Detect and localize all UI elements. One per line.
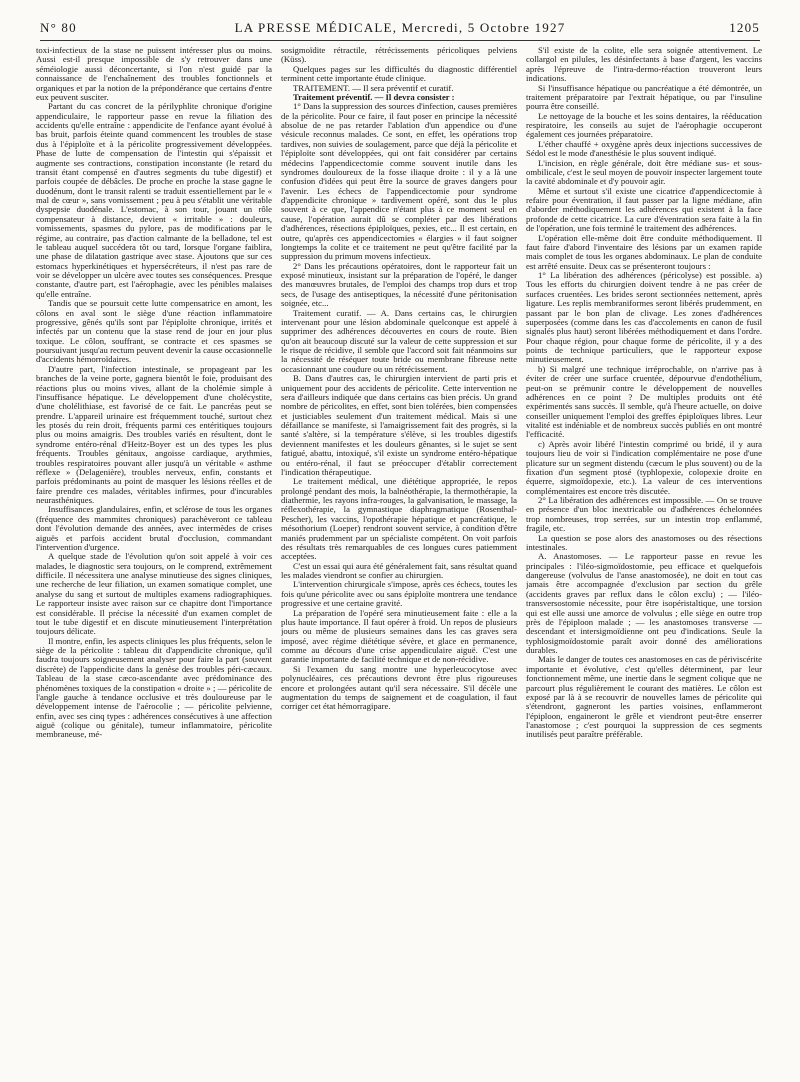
paragraph: Il montre, enfin, les aspects cliniques les plus fréquents, selon le siège de la péricolite : tableau dit d'appendicite chronique, qu'il faudra toujours soigneusement analyser pour faire la part (souvent discrète) de l'appendicite dans la genèse des troubles péri-cæcaux. Tableau de la stase cæco-ascendante avec prédominance des phénomènes toxiques de la constipation « droite » ; — péricolite de l'angle gauche à tendance occlusive et très douloureuse par le développement intense de l'aérocolie ; — péricolite pelvienne, enfin, avec ses cinq types : adhérences consécutives à une affection aiguë (colique ou génitale), tumeur inflammatoire, péricolite membraneuse, mé- — [36, 635, 272, 740]
paragraph: Mais le danger de toutes ces anastomoses en cas de périviscérite importante et évolutive, c'est qu'elles déterminent, par leur fonctionnement même, une inertie dans le segment colique que ne parcourt plus régulièrement le courant des matières. Le côlon est exposé par là à se recouvrir de nouvelles lames de péricolite qui s'étendront, gagneront les parties voisines, enflammeront l'épiploon, engaineront le grêle et viendront peut-être enserrer l'anastomose ; c'est pourquoi la suppression de ces segments inutilisés peut paraître préférable. — [526, 654, 762, 740]
paragraph: L'intervention chirurgicale s'impose, après ces échecs, toutes les fois qu'une péricolite avec ou sans épiploïte montrera une tendance progressive et une certaine gravité. — [281, 579, 517, 609]
subsection-heading: Traitement préventif. — Il devra consister : — [293, 91, 455, 102]
paragraph: L'incision, en règle générale, doit être médiane sus- et sous-ombilicale, c'est le seul moyen de pouvoir inspecter largement toute la cavité abdominale et d'y pouvoir agir. — [526, 157, 762, 187]
paragraph: Partant du cas concret de la périlyphlite chronique d'origine appendiculaire, le rapporteur passe en revue la filiation des accidents qu'elle entraîne : appendicite de l'enfance ayant évolué à bas bruit, parfois éteinte quand commencent les troubles de stase dus à l'épiploïte et à la péricolite progressivement développées. Phase de lutte de compensation de l'intestin qui s'épaissit et augmente ses contractions, constipation inconstante (le retard du transit étant compensé en d'autres segments du tube digestif) et parfois coupée de débâcles. De proche en proche la stase gagne le duodénum, dont le transit ralenti se traduit essentiellement par le « mal de cœur », sans vomissement ; peu à peu s'établit une véritable dyspepsie duodénale. L'estomac, à son tour, jouant un rôle compensateur à distance, devient « irritable » : douleurs, vomissements, spasmes du pylore, pas de modifications par le régime, au contraire, pas d'action calmante de la belladone, tel est le tableau auquel succédera tôt ou tard, lorsque l'organe faiblira, une phase de dilatation gastrique avec stase. Ajoutons que sur ces estomacs hyperkinétiques et hypersécréteurs, il n'est pas rare de voir se développer un ulcère avec toutes ses conséquences. Presque constante, d'autre part, est l'aérophagie, avec les pénibles malaises qu'elle entraîne. — [36, 101, 272, 299]
paragraph: Insuffisances glandulaires, enfin, et sclérose de tous les organes (fréquence des mammites chroniques) parachèveront ce tableau dont l'évolution demande des années, avec intermèdes de crises aiguës et parfois accident brutal d'occlusion, commandant l'intervention d'urgence. — [36, 504, 272, 552]
page-number: 1205 — [729, 20, 760, 35]
paragraph: B. Dans d'autres cas, le chirurgien intervient de parti pris et uniquement pour des accidents de péricolite. Cette intervention ne sera d'ailleurs indiquée que dans certains cas bien précis. Un grand nombre de péricolites, en effet, sont bien tolérées, bien compensées et justiciables seulement d'un traitement médical. Mais si une défaillance se manifeste, si l'amaigrissement fait des progrès, si la santé s'altère, si la température s'élève, si les troubles digestifs deviennent manifestes et les douleurs gênantes, si le sujet se sent fatigué, abattu, intoxiqué, s'il existe un syndrome entéro-hépatique ou entéro-rénal, il faut se préoccuper d'établir correctement l'indication thérapeutique. — [281, 373, 517, 477]
paragraph: Tandis que se poursuit cette lutte compensatrice en amont, les côlons en aval sont le siège d'une réaction inflammatoire progressive, gênés qu'ils sont par l'épiploïte chronique, irrités et infectés par un contenu que la stase rend de jour en jour plus toxique. Le côlon, souffrant, se contracte et ces spasmes se poursuivant jusqu'au rectum peuvent devenir la cause occasionnelle d'accidents hémorroïdaires. — [36, 298, 272, 365]
paragraph: La préparation de l'opéré sera minutieusement faite : elle a la plus haute importance. Il faut opérer à froid. Un repos de plusieurs jours ou même de plusieurs semaines dans les cas graves sera imposé, avec régime diététique sévère, et glace en permanence, comme au décours d'une crise appendiculaire aiguë. C'est une garantie importante de facilité technique et de non-récidive. — [281, 607, 517, 665]
paragraph: L'opération elle-même doit être conduite méthodiquement. Il faut faire d'abord l'inventaire des lésions par un examen rapide mais complet de tous les organes abdominaux. Le plan de conduite est arrêté ensuite. Deux cas se présenteront toujours : — [526, 232, 762, 271]
paragraph: toxi-infectieux de la stase ne puissent intéresser plus ou moins. Aussi est-il presque impossible de s'y retrouver dans une séméiologie aussi déconcertante, si l'on n'est guidé par la connaissance de l'enchaînement des troubles fonctionnels et organiques et par la notion de la prépondérance que certains d'entre eux peuvent susciter. — [36, 46, 272, 102]
paragraph: Quelques pages sur les difficultés du diagnostic différentiel terminent cette importante étude clinique. — [281, 63, 517, 84]
paragraph: D'autre part, l'infection intestinale, se propageant par les branches de la veine porte, gagnera bientôt le foie, produisant des réactions plus ou moins vives, allant de la cholémie simple à l'insuffisance hépatique. Le développement d'une cholécystite, d'une cholélithiase, est favorisé de ce fait. Le pancréas peut se prendre. L'appareil urinaire est fréquemment touché, surtout chez les ptosés du rein droit, fréquents parmi ces entéritiques toujours plus ou moins amaigris. Des troubles variés en résultent, dont le syndrome entéro-rénal d'Heitz-Boyer est un des types les plus fréquents. Troubles génitaux, angoisse cardiaque, arythmies, troubles respiratoires pouvant aller jusqu'à un véritable « asthme réflexe » (Delagenière), troubles nerveux, enfin, constants et parfois prédominants au point de masquer les lésions réelles et de faire prendre ces malades, véritables infirmes, pour d'incurables neurasthéniques. — [36, 363, 272, 505]
text-column-2 — [281, 46, 517, 1066]
paragraph: c) Après avoir libéré l'intestin comprimé ou bridé, il y aura toujours lieu de voir si l'indication complémentaire ne pose d'une plicature sur un segment distendu (cæcum le plus souvent) ou de la fixation d'un segment ptosé (typhlopexie, colopexie droite en équerre, sigmoïdopexie, etc.). La valeur de ces interventions complémentaires est encore très discutée. — [526, 438, 762, 496]
paragraph: L'éther chauffé + oxygène après deux injections successives de Sédol est le mode d'anesthésie le plus souvent indiqué. — [526, 138, 762, 159]
issue-number: N° 80 — [40, 20, 77, 35]
paragraph: A. Anastomoses. — Le rapporteur passe en revue les principales : l'iléo-sigmoïdostomie, peu efficace et quelquefois dangereuse (volvulus de l'anse anastomosée), ne doit en tout cas jamais être accompagnée d'exclusion par section du grêle (accidents graves par reflux dans le côlon exclu) ; — l'iléo-transversostomie nécessite, pour être isopéristaltique, une torsion qui est elle aussi une amorce de volvulus ; elle siège en outre trop près de l'épiploon malade ; — les anastomoses transverse — descendant et intersigmoïdienne ont peu d'indications. Seule la typhlosigmoïdostomie paraît avoir donné des améliorations durables. — [526, 551, 762, 655]
paragraph: C'est un essai qui aura été généralement fait, sans résultat quand les malades viendront se confier au chirurgien. — [281, 560, 517, 580]
paragraph: S'il existe de la colite, elle sera soignée attentivement. Le collargol en pilules, les désinfectants à base d'argent, les vaccins après l'épreuve de l'intra-dermo-réaction trouveront leurs indications. — [526, 46, 762, 84]
section-heading: TRAITEMENT. — Il sera préventif et curatif. — [293, 82, 454, 93]
paragraph: La question se pose alors des anastomoses ou des résections intestinales. — [526, 532, 762, 552]
paragraph: sosigmoïdite rétractile, rétrécissements péricoliques pelviens (Küss). — [281, 46, 517, 65]
paragraph: 2° La libération des adhérences est impossible. — On se trouve en présence d'un bloc inextricable ou d'adhérences échelonnées trop nombreuses, trop serrées, sur un intestin trop enflammé, fragile, etc. — [526, 495, 762, 534]
paragraph: 1° Dans la suppression des sources d'infection, causes premières de la péricolite. Pour ce faire, il faut poser en principe la nécessité absolue de ne pas retarder l'ablation d'un appendice ou d'une vésicule reconnus malades. Ce sont, en effet, les opérations trop tardives, non suivies de soulagement, parce que déjà la péricolite et l'épiploïte sont développées, qui ont fait considérer par certains médecins l'appendicectomie comme souvent inutile dans les syndromes douloureux de la fosse iliaque droite : il y a là une confusion d'idées qui peut être la source de graves dangers pour l'avenir. Les échecs de l'appendicectomie pour syndrome d'appendicite chronique » tardivement opéré, sont dus le plus souvent à ce que, l'appendice n'étant plus à ce moment seul en cause, l'opération aurait dû se compléter par des libérations d'adhérences, résections épiploïques, pexies, etc... Il est certain, en outre, qu'après ces appendicectomies « élargies » il faut soigner longtemps la colite et ce traitement ne peut qu'être facilité par la suppression du primum movens infectieux. — [281, 101, 517, 262]
page-header — [40, 20, 760, 36]
paragraph: Traitement curatif. — A. Dans certains cas, le chirurgien intervenant pour une lésion abdominale quelconque est appelé à supprimer des adhérences découvertes en cours de route. Bien qu'on ait beaucoup discuté sur la valeur de cette suppression et sur le risque de récidive, il semble que l'accord soit fait néanmoins sur la nécessité de réséquer toute bride ou membrane fibreuse nette occasionnant une coudure ou un rétrécissement. — [281, 307, 517, 374]
journal-title: LA PRESSE MÉDICALE, Mercredi, 5 Octobre 1927 — [234, 20, 566, 35]
text-column-3 — [526, 46, 762, 1066]
paragraph: Même et surtout s'il existe une cicatrice d'appendicectomie à refaire pour éventration, il faut passer par la ligne médiane, afin d'aborder méthodiquement les adhérences qui existent à la face profonde de cette cicatrice. La cure d'éventration sera faite à la fin de l'opération, une fois terminé le traitement des adhérences. — [526, 185, 762, 234]
paragraph: 1° La libération des adhérences (péricolyse) est possible. a) Tous les efforts du chirurgien doivent tendre à ne pas créer de surfaces cruentées. Les brides seront sectionnées nettement, après ligature. Les replis membraniformes seront libérés prudemment, en passant par le bon plan de clivage. Les zones d'adhérences superposées (comme dans les cas d'accolements en canon de fusil signalés plus haut) seront libérées méthodiquement et dans l'ordre. Pour chaque région, pour chaque forme de péricolite, il y a des points de technique particuliers, que le rapporteur expose minutieusement. — [526, 270, 762, 365]
paragraph: b) Si malgré une technique irréprochable, on n'arrive pas à éviter de créer une surface cruentée, dépourvue d'endothélium, peut-on se prémunir contre le développement de nouvelles adhérences en ce point ? De multiples produits ont été expérimentés sans succès. Il semble, qu'à l'heure actuelle, on doive conseiller uniquement l'emploi des greffes épiploïques libres. Leur vitalité est indéniable et de nombreux succès publiés en ont montré l'efficacité. — [526, 363, 762, 440]
paragraph: Le nettoyage de la bouche et les soins dentaires, la rééducation respiratoire, les conseils au sujet de l'aérophagie occuperont également ces journées préparatoire. — [526, 110, 762, 140]
paragraph: A quelque stade de l'évolution qu'on soit appelé à voir ces malades, le diagnostic sera toujours, on le comprend, extrêmement difficile. Il nécessitera une analyse minutieuse des signes cliniques, une recherche de leur filiation, un examen somatique complet, une analyse du sang et surtout de multiples examens radiographiques. Le rapporteur insiste avec raison sur ce chapitre dont l'importance est considérable. Il précise la nécessité d'un examen complet de tout le tube digestif et en discute minutieusement l'interprétation toujours délicate. — [36, 551, 272, 637]
paragraph: Le traitement médical, une diététique appropriée, le repos prolongé pendant des mois, la balnéothérapie, la thermothérapie, la diathermie, les rayons infra-rouges, la galvanisation, le massage, la réflexothérapie, la gymnastique diaphragmatique (Rosenthal-Pescher), les vaccins, l'opothérapie hépatique et pancréatique, le mésothorium (Loeper) rendront souvent service, à condition d'être maniés prudemment par un spécialiste compétent. On voit parfois des résultats très remarquables de ces longues cures patiemment acceptées. — [281, 476, 517, 562]
paragraph: Si l'examen du sang montre une hyperleucocytose avec polynucléaires, ces précautions devront être plus rigoureuses encore et prolongées autant qu'il sera nécessaire. S'il décèle une augmentation du temps de saignement et de coagulation, il faut corriger cet état hémorragipare. — [281, 663, 517, 712]
paragraph: 2° Dans les précautions opératoires, dont le rapporteur fait un exposé minutieux, insistant sur la préparation de l'opéré, le danger des manœuvres brutales, de l'emploi des champs trop durs et trop secs, de l'usage des antiseptiques, la nécessité d'une péritonisation soignée, etc... — [281, 260, 517, 309]
text-column-1 — [36, 46, 272, 1066]
header-rule — [40, 40, 760, 41]
paragraph: Si l'insuffisance hépatique ou pancréatique a été démontrée, un traitement préparatoire par l'extrait hépatique, ou par l'insuline pourra être conseillé. — [526, 82, 762, 112]
